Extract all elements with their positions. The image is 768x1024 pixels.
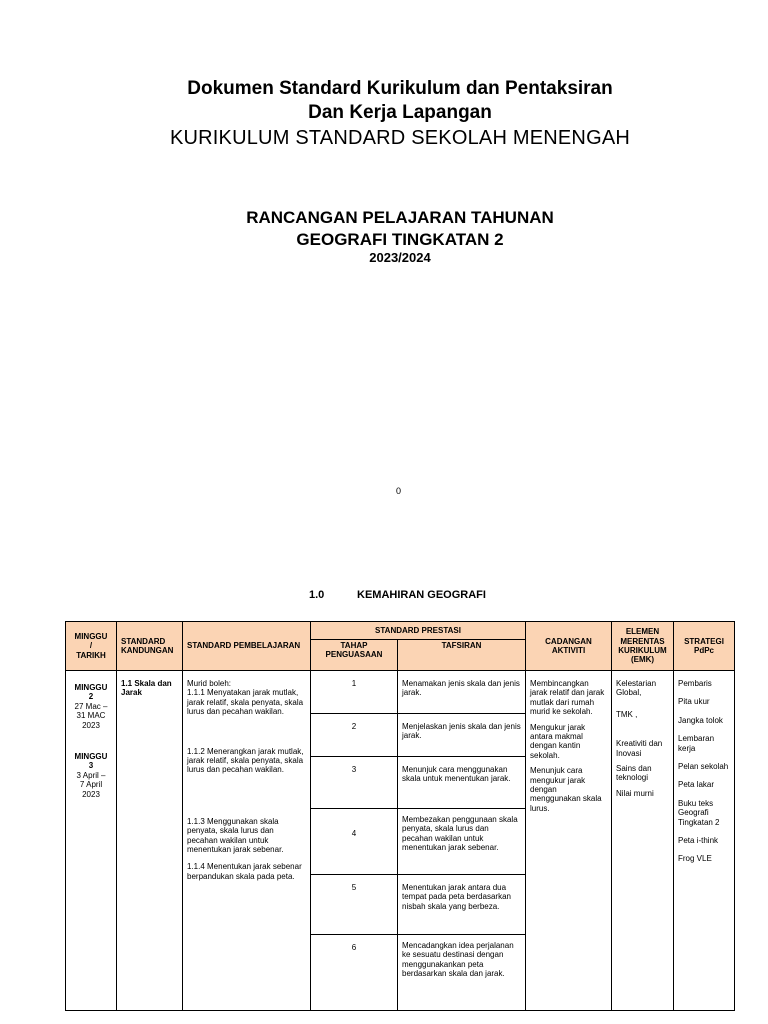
tahap-level: 1 xyxy=(311,671,398,714)
document-title-line2: Dan Kerja Lapangan xyxy=(308,102,492,123)
header-minggu-slash: / xyxy=(89,641,93,651)
header-tahap-penguasaan: TAHAP PENGUASAAN xyxy=(311,640,398,671)
aktiviti-item: Menunjuk cara mengukur jarak dengan menggunakan skala lurus. xyxy=(530,766,602,813)
header-tafsiran: TAFSIRAN xyxy=(398,640,526,671)
header-standard-kandungan: STANDARD KANDUNGAN xyxy=(117,622,183,671)
week-date-year: 2023 xyxy=(82,720,100,730)
emk-item: Nilai murni xyxy=(616,788,654,798)
tahap-tafsiran: Menamakan jenis skala dan jenis jarak. xyxy=(398,671,526,714)
strategi-item: Lembaran kerja xyxy=(678,734,715,753)
strategi-item: Pembaris xyxy=(678,679,712,688)
tahap-tafsiran: Menentukan jarak antara dua tempat pada peta berdasarkan nisbah skala yang berbeza. xyxy=(398,875,526,935)
header-standard-pembelajaran: STANDARD PEMBELAJARAN xyxy=(183,622,311,671)
curriculum-title: KURIKULUM STANDARD SEKOLAH MENENGAH xyxy=(169,127,631,149)
tahap-level: 6 xyxy=(311,935,398,1011)
header-emk xyxy=(612,622,674,671)
document-title: Dokumen Standard Kurikulum dan Pentaksiran xyxy=(187,78,613,99)
tahap-tafsiran: Membezakan penggunaan skala penyata, skala lurus dan pecahan wakilan untuk menentukan jarak sebenar. xyxy=(398,809,526,875)
emk-cell xyxy=(612,671,674,1011)
week-date-end: 31 MAC xyxy=(76,711,106,721)
section-heading xyxy=(309,589,486,601)
header-emk-line4: (EMK) xyxy=(630,655,655,665)
header-emk-line3: KURIKULUM xyxy=(618,646,667,655)
strategi-item: Pita ukur xyxy=(678,697,710,707)
standard-kandungan-cell: 1.1 Skala dan Jarak xyxy=(117,671,183,1011)
header-emk-line1: ELEMEN xyxy=(625,627,660,637)
tahap-level: 5 xyxy=(311,875,398,935)
week-date-end: 7 April xyxy=(79,780,103,790)
week-number: 3 xyxy=(88,761,94,771)
strategi-cell xyxy=(674,671,735,1011)
strategi-item: Peta i-think xyxy=(678,836,719,846)
cadangan-aktiviti-cell xyxy=(526,671,612,1011)
section-number: 1.0 xyxy=(309,589,325,601)
aktiviti-item: Mengukur jarak antara makmal dengan kantin sekolah. xyxy=(530,722,586,760)
strategi-item: Pelan sekolah xyxy=(678,762,729,772)
tahap-level: 4 xyxy=(311,809,398,875)
academic-year: 2023/2024 xyxy=(369,250,431,265)
tahap-level: 3 xyxy=(311,757,398,809)
tahap-tafsiran: Menunjuk cara menggunakan skala untuk menentukan jarak. xyxy=(398,757,526,809)
header-strategi xyxy=(674,622,735,671)
sp-1-1-1: 1.1.1 Menyatakan jarak mutlak, jarak relatif, skala penyata, skala lurus dan pecahan wakilan. xyxy=(187,688,304,717)
emk-item: Kelestarian Global, xyxy=(616,679,657,698)
header-strategi-line2: PdPc xyxy=(693,646,714,655)
emk-item: Sains dan teknologi xyxy=(616,764,652,783)
tahap-level: 2 xyxy=(311,714,398,757)
header-minggu xyxy=(66,622,117,671)
header-strategi-line1: STRATEGI xyxy=(684,636,724,646)
emk-item: Kreativiti dan Inovasi xyxy=(616,739,663,758)
strategi-item: Buku teks Geografi Tingkatan 2 xyxy=(678,798,720,827)
strategi-item: Frog VLE xyxy=(678,854,712,864)
aktiviti-item: Membincangkan jarak relatif dan jarak mutlak dari rumah murid ke sekolah. xyxy=(530,679,605,717)
strategi-item: Jangka tolok xyxy=(678,715,723,725)
sp-1-1-2: 1.1.2 Menerangkan jarak mutlak, jarak relatif, skala penyata, skala lurus dan pecahan wakilan. xyxy=(187,746,304,775)
sp-1-1-4: 1.1.4 Menentukan jarak sebenar berpandukan skala pada peta. xyxy=(187,862,302,881)
week-label: MINGGU xyxy=(74,683,108,692)
page-number: 0 xyxy=(396,486,402,496)
week-label: MINGGU xyxy=(74,752,108,762)
tahap-tafsiran: Mencadangkan idea perjalanan ke sesuatu destinasi dengan menggunakankan peta berdasarkan skala dan jarak. xyxy=(398,935,526,1011)
header-cadangan-aktiviti: CADANGAN AKTIVITI xyxy=(526,622,612,671)
week-date-start: 3 April – xyxy=(76,770,106,780)
subject-title: GEOGRAFI TINGKATAN 2 xyxy=(296,230,504,249)
lesson-plan-table xyxy=(65,621,735,1011)
tahap-tafsiran: Menjelaskan jenis skala dan jenis jarak. xyxy=(398,714,526,757)
section-title: KEMAHIRAN GEOGRAFI xyxy=(357,589,486,601)
week-date-year: 2023 xyxy=(82,789,100,799)
standard-pembelajaran-cell xyxy=(183,671,311,1011)
header-standard-prestasi: STANDARD PRESTASI xyxy=(311,622,526,640)
header-emk-line2: MERENTAS xyxy=(620,636,665,646)
week-date-start: 27 Mac – xyxy=(74,701,108,711)
strategi-item: Peta lakar xyxy=(678,780,715,790)
sp-1-1-3: 1.1.3 Menggunakan skala penyata, skala lurus dan pecahan wakilan untuk menentukan jarak sebenar. xyxy=(187,816,284,855)
sp-intro: Murid boleh: xyxy=(187,679,232,688)
header-minggu-label: MINGGU xyxy=(74,631,108,641)
plan-title: RANCANGAN PELAJARAN TAHUNAN xyxy=(246,208,554,227)
week-number: 2 xyxy=(88,692,94,702)
week-cell xyxy=(66,671,117,1011)
header-tarikh-label: TARIKH xyxy=(76,650,106,660)
emk-item: TMK , xyxy=(616,709,638,719)
